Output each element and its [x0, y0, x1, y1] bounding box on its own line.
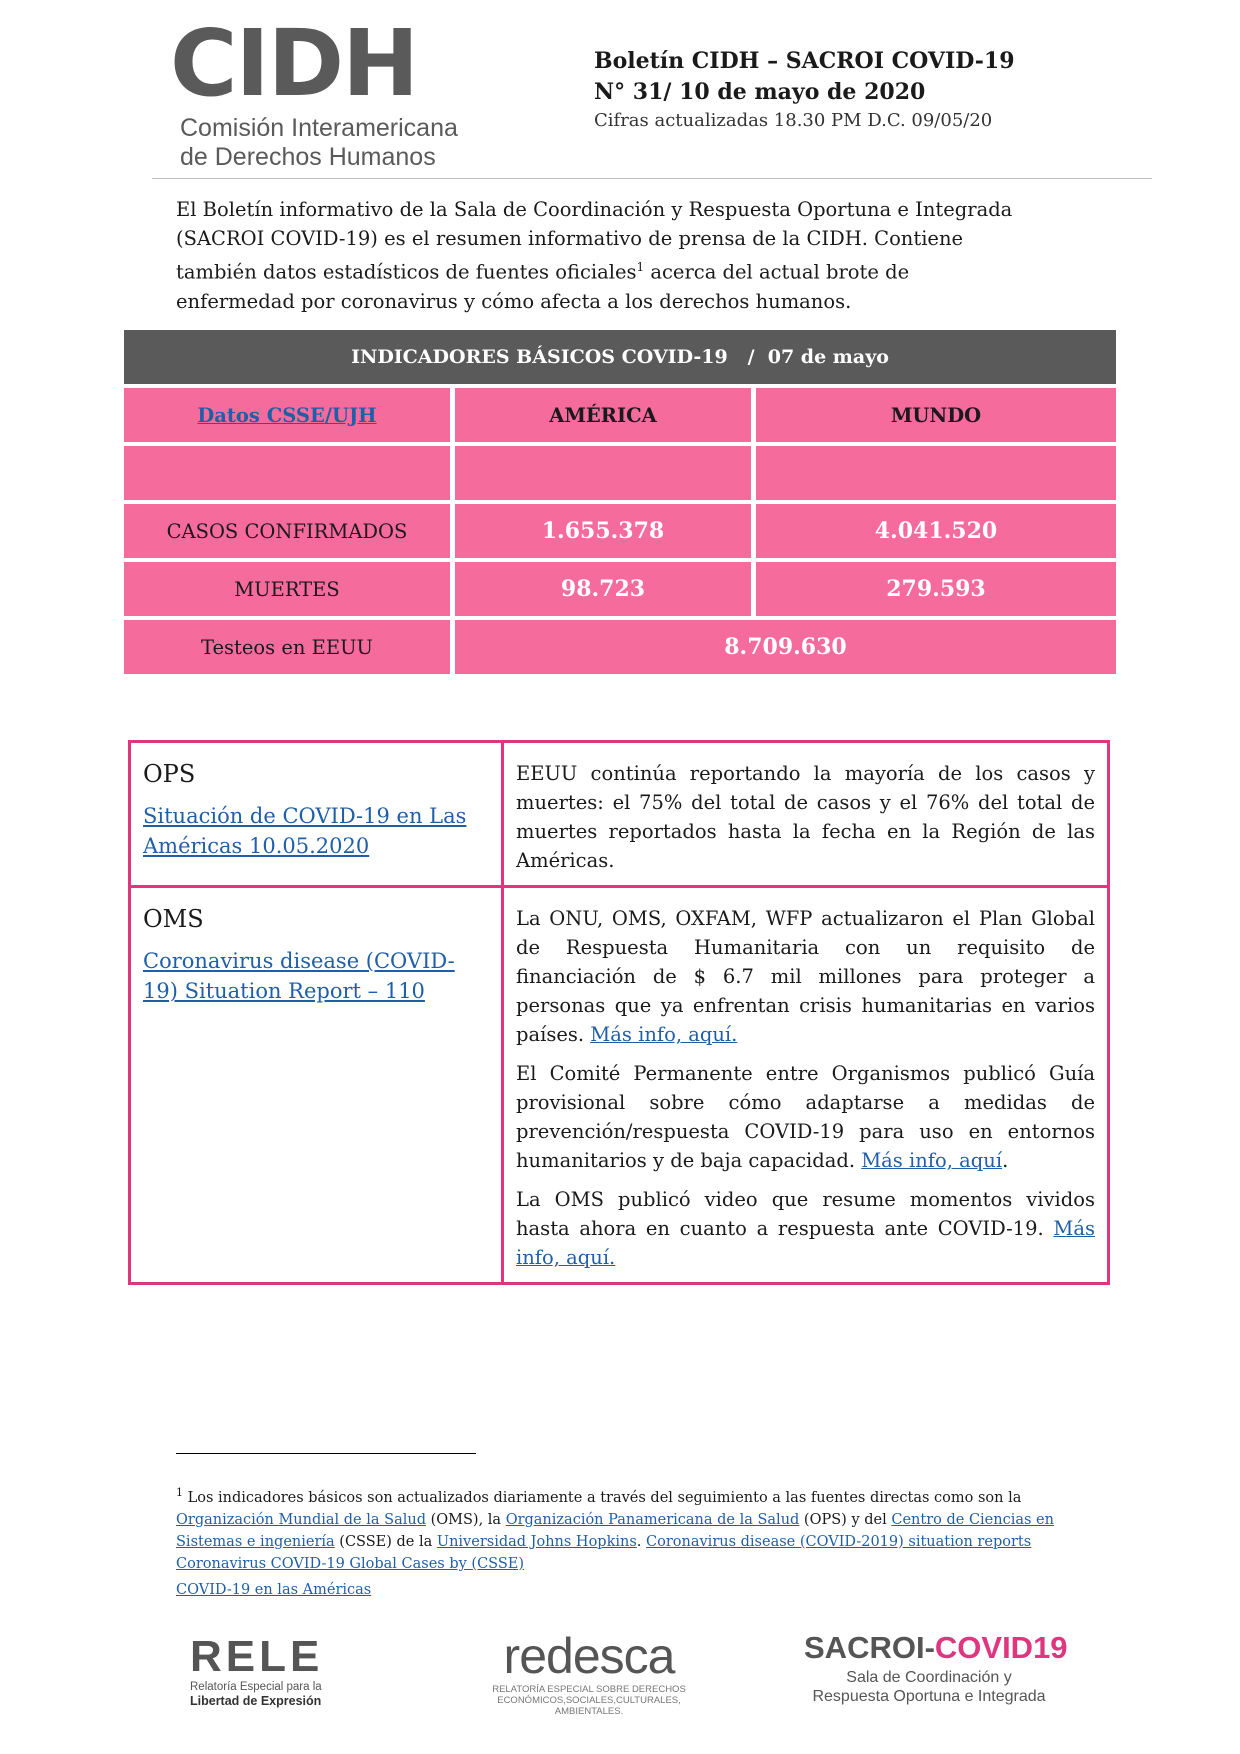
footnote-divider: [176, 1453, 476, 1454]
redesca-sub-line2: ECONÓMICOS,SOCIALES,CULTURALES, AMBIENTALES.: [497, 1695, 681, 1717]
org-name: OPS: [143, 760, 196, 788]
indicators-table: [124, 330, 1116, 674]
news-text-end: .: [1002, 1149, 1009, 1172]
world-value: 279.593: [756, 562, 1116, 616]
header-divider: [152, 178, 1152, 179]
indicators-header-row: [124, 388, 1116, 442]
indicators-row-cases: [124, 504, 1116, 558]
intro-text-end: acerca del actual brote de enfermedad por coronavirus y cómo afecta a los derechos humanos.: [176, 260, 910, 313]
footnote-line: [176, 1579, 1056, 1601]
indicators-title: INDICADORES BÁSICOS COVID-19 / 07 de mayo: [124, 330, 1116, 384]
info-row-oms: [130, 887, 1109, 1284]
bulletin-title: Boletín CIDH – SACROI COVID-19: [594, 48, 1015, 74]
sacroi-sub-line2: Respuesta Oportuna e Integrada: [812, 1688, 1046, 1705]
sacroi-logo-title: [804, 1628, 1068, 1668]
col-america: AMÉRICA: [455, 388, 751, 442]
sacroi-title-a: SACROI-: [804, 1630, 935, 1665]
america-value: 1.655.378: [455, 504, 751, 558]
indicators-row-deaths: [124, 562, 1116, 616]
row-label: CASOS CONFIRMADOS: [124, 504, 450, 558]
link-global-cases[interactable]: Coronavirus COVID-19 Global Cases by (CSSE): [176, 1555, 525, 1572]
row-label: MUERTES: [124, 562, 450, 616]
world-value: 4.041.520: [756, 504, 1116, 558]
link-csse[interactable]: Centro de Ciencias en Sistemas e ingeniería: [176, 1511, 1054, 1550]
empty-cell: [455, 446, 751, 500]
tests-value: 8.709.630: [455, 620, 1116, 674]
org-report-link[interactable]: Coronavirus disease (COVID-19) Situation Report – 110: [143, 949, 455, 1003]
cidh-logo-letters: [170, 10, 418, 117]
more-info-link[interactable]: Más info, aquí.: [590, 1023, 738, 1046]
rele-logo-subtitle: [190, 1680, 340, 1709]
rele-logo-title: RELE: [190, 1632, 324, 1681]
redesca-logo: [484, 1628, 694, 1717]
cidh-logo-subtitle: [180, 114, 458, 172]
link-situation-reports[interactable]: Coronavirus disease (COVID-2019) situation reports: [646, 1533, 1032, 1550]
footnote-span: Los indicadores básicos son actualizados diariamente a través del seguimiento a las fuentes directas como son la: [183, 1489, 1022, 1506]
intro-text: El Boletín informativo de la Sala de Coordinación y Respuesta Oportuna e Integrada (SACROI COVID-19) es el resumen informativo de prensa de la CIDH. Contiene también datos estadísticos de fuentes oficiales: [176, 198, 1013, 284]
update-note: Cifras actualizadas 18.30 PM D.C. 09/05/20: [594, 110, 993, 131]
link-jhu[interactable]: Universidad Johns Hopkins: [436, 1533, 637, 1550]
source-cell: [124, 388, 450, 442]
org-name: OMS: [143, 905, 204, 933]
intro-paragraph: [176, 195, 1026, 316]
indicators-empty-row: [124, 446, 1116, 500]
news-paragraph: [516, 759, 1095, 875]
news-cell: [503, 742, 1109, 887]
source-link[interactable]: Datos CSSE/UJH: [197, 403, 377, 427]
col-world: MUNDO: [756, 388, 1116, 442]
news-text: La OMS publicó video que resume momentos vividos hasta ahora en cuanto a respuesta ante COVID-19.: [516, 1188, 1095, 1240]
redesca-sub-line1: RELATORÍA ESPECIAL SOBRE DERECHOS: [492, 1684, 686, 1695]
rele-sub-line2: Libertad de Expresión: [190, 1694, 322, 1708]
news-text: El Comité Permanente entre Organismos publicó Guía provisional sobre cómo adaptarse a medidas de prevención/respuesta COVID-19 para uso en entornos humanitarios y de baja capacidad.: [516, 1062, 1095, 1172]
news-text: La ONU, OMS, OXFAM, WFP actualizaron el Plan Global de Respuesta Humanitaria con un requisito de financiación de $ 6.7 mil millones para proteger a personas que ya enfrentan crisis humanitarias en varios países.: [516, 907, 1095, 1046]
footnote-text: [176, 1482, 1056, 1553]
america-value: 98.723: [455, 562, 751, 616]
cidh-logo-subtitle-line2: de Derechos Humanos: [180, 143, 436, 171]
link-ops[interactable]: Organización Panamericana de la Salud: [505, 1511, 800, 1528]
news-paragraph: [516, 1059, 1095, 1175]
cidh-logo: [170, 10, 458, 171]
org-report-link[interactable]: Situación de COVID-19 en Las Américas 10.05.2020: [143, 804, 467, 858]
indicators-row-tests: [124, 620, 1116, 674]
news-text: EEUU continúa reportando la mayoría de los casos y muertes: el 75% del total de casos y el 76% del total de muertes reportados hasta la fecha en la Región de las Américas.: [516, 762, 1095, 872]
footnote-line: [176, 1553, 1056, 1575]
news-cell: [503, 887, 1109, 1284]
footnote-span: (OPS) y del: [799, 1511, 892, 1528]
info-row-ops: [130, 742, 1109, 887]
cidh-logo-subtitle-line1: Comisión Interamericana: [180, 114, 458, 142]
news-paragraph: [516, 904, 1095, 1049]
empty-cell: [124, 446, 450, 500]
row-label: Testeos en EEUU: [124, 620, 450, 674]
rele-logo: [190, 1634, 340, 1709]
footnote-ref[interactable]: 1: [636, 260, 645, 274]
footnote-span: (OMS), la: [425, 1511, 506, 1528]
footnote-span: .: [636, 1533, 647, 1550]
cidh-logo-text: CIDH: [170, 10, 418, 117]
sacroi-sub-line1: Sala de Coordinación y: [846, 1669, 1012, 1686]
info-table: [128, 740, 1110, 1285]
news-paragraph: [516, 1185, 1095, 1272]
bulletin-header: [594, 46, 1015, 134]
bulletin-number: N° 31/ 10 de mayo de 2020: [594, 79, 926, 105]
footnote-span: (CSSE) de la: [334, 1533, 437, 1550]
empty-cell: [756, 446, 1116, 500]
rele-sub-line1: Relatoría Especial para la: [190, 1681, 322, 1693]
sacroi-title-b: COVID19: [934, 1630, 1068, 1665]
more-info-link[interactable]: Más info, aquí.: [516, 1217, 1095, 1269]
footnote-number: 1: [176, 1486, 183, 1499]
org-cell: [130, 887, 503, 1284]
sacroi-logo: [804, 1628, 1068, 1706]
link-oms[interactable]: Organización Mundial de la Salud: [176, 1511, 426, 1528]
more-info-link[interactable]: Más info, aquí: [861, 1149, 1003, 1172]
redesca-logo-title: redesca: [503, 1628, 675, 1684]
footnote: [176, 1482, 1056, 1601]
link-covid-americas[interactable]: COVID-19 en las Américas: [176, 1581, 372, 1598]
org-cell: [130, 742, 503, 887]
